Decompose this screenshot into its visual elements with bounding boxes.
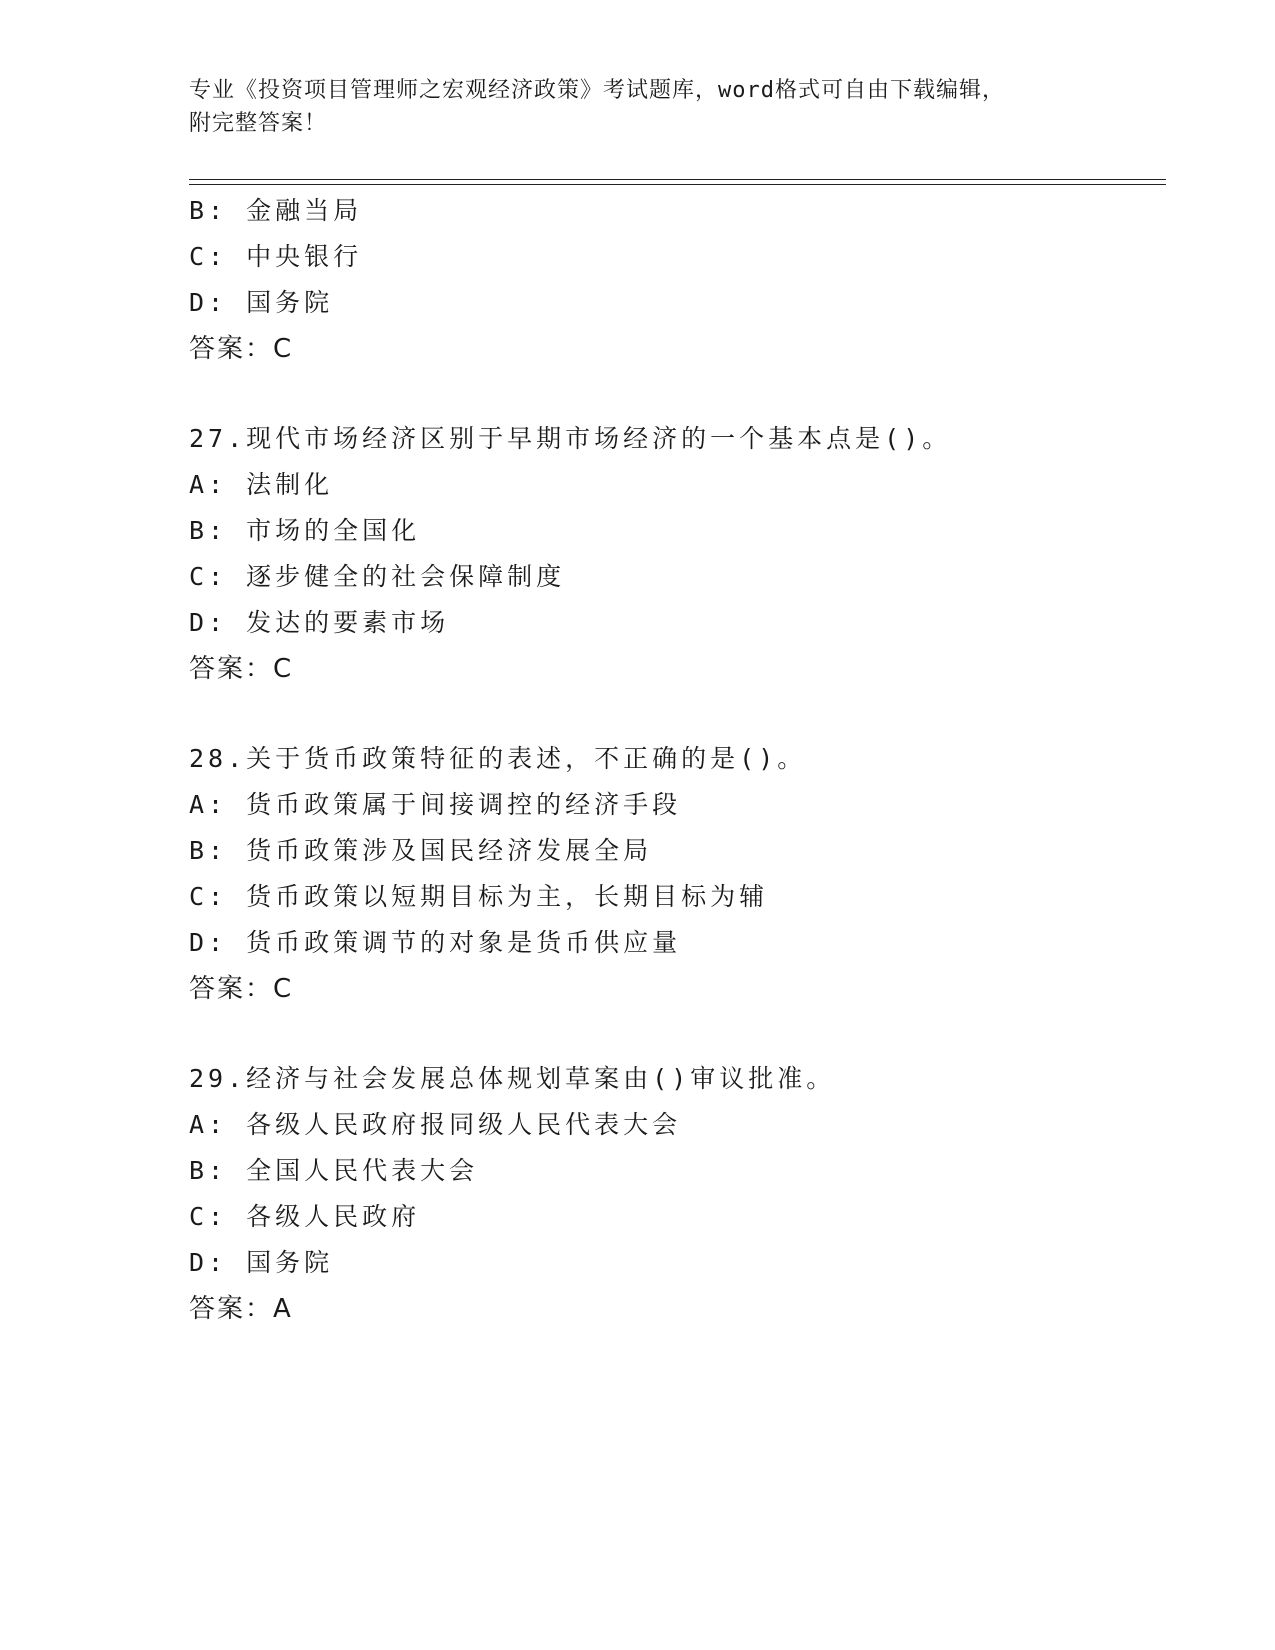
- option-c: [189, 554, 1149, 600]
- option-text: 货币政策属于间接调控的经济手段: [246, 790, 682, 819]
- option-text: 各级人民政府: [246, 1202, 421, 1231]
- option-text: 中央银行: [246, 242, 363, 271]
- option-label: A:: [189, 790, 228, 819]
- option-text: 市场的全国化: [246, 516, 421, 545]
- option-d: [189, 600, 1149, 646]
- option-label: B:: [189, 1156, 228, 1185]
- option-text: 货币政策调节的对象是货币供应量: [246, 928, 682, 957]
- answer: 答案：C: [189, 334, 294, 364]
- option-label: D:: [189, 288, 228, 317]
- option-text: 货币政策涉及国民经济发展全局: [246, 836, 653, 865]
- option-text: 国务院: [246, 288, 334, 317]
- question-28: [189, 736, 1149, 1012]
- option-c: [189, 234, 1149, 280]
- option-label: D:: [189, 1248, 228, 1277]
- answer: 答案：A: [189, 1294, 293, 1324]
- option-label: C:: [189, 1202, 228, 1231]
- question-stem: 28.关于货币政策特征的表述，不正确的是()。: [189, 744, 807, 773]
- option-a: [189, 462, 1149, 508]
- option-d: [189, 920, 1149, 966]
- option-b: [189, 508, 1149, 554]
- option-label: A:: [189, 470, 228, 499]
- option-text: 全国人民代表大会: [246, 1156, 479, 1185]
- question-stem: 29.经济与社会发展总体规划草案由()审议批准。: [189, 1064, 836, 1093]
- option-label: C:: [189, 562, 228, 591]
- question-stem: 27.现代市场经济区别于早期市场经济的一个基本点是()。: [189, 424, 952, 453]
- header-line-1: 专业《投资项目管理师之宏观经济政策》考试题库，word格式可自由下载编辑，: [189, 78, 1005, 103]
- question-list: [189, 188, 1149, 1332]
- option-label: B:: [189, 516, 228, 545]
- answer: 答案：C: [189, 974, 294, 1004]
- option-a: [189, 1102, 1149, 1148]
- option-text: 货币政策以短期目标为主，长期目标为辅: [246, 882, 769, 911]
- answer: 答案：C: [189, 654, 294, 684]
- question-29: [189, 1056, 1149, 1332]
- option-d: [189, 1240, 1149, 1286]
- option-text: 法制化: [246, 470, 334, 499]
- option-a: [189, 782, 1149, 828]
- document-header: [189, 74, 1069, 140]
- option-label: D:: [189, 608, 228, 637]
- question-26-continued: [189, 188, 1149, 372]
- option-d: [189, 280, 1149, 326]
- option-b: [189, 828, 1149, 874]
- header-line-2: 附完整答案！: [189, 111, 328, 136]
- option-label: A:: [189, 1110, 228, 1139]
- option-label: B:: [189, 836, 228, 865]
- option-c: [189, 1194, 1149, 1240]
- option-text: 国务院: [246, 1248, 334, 1277]
- option-c: [189, 874, 1149, 920]
- option-b: [189, 188, 1149, 234]
- option-label: B:: [189, 196, 228, 225]
- option-text: 逐步健全的社会保障制度: [246, 562, 566, 591]
- question-27: [189, 416, 1149, 692]
- option-text: 各级人民政府报同级人民代表大会: [246, 1110, 682, 1139]
- option-label: C:: [189, 242, 228, 271]
- option-b: [189, 1148, 1149, 1194]
- header-divider-bottom: [189, 184, 1166, 185]
- option-text: 金融当局: [246, 196, 363, 225]
- option-label: D:: [189, 928, 228, 957]
- header-divider-top: [189, 179, 1166, 180]
- option-text: 发达的要素市场: [246, 608, 450, 637]
- option-label: C:: [189, 882, 228, 911]
